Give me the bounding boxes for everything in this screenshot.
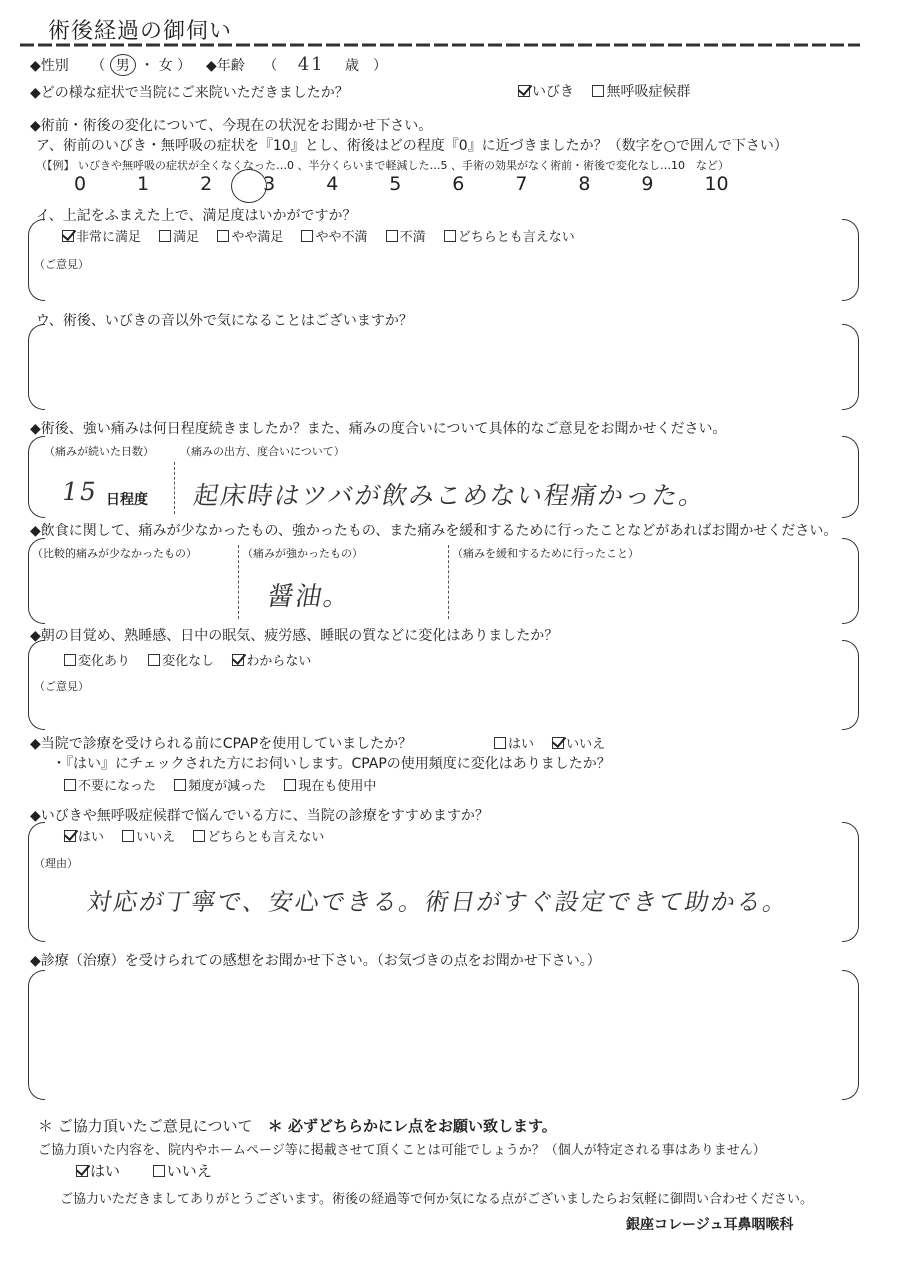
satisfaction-options <box>62 226 589 245</box>
recommend-box-right <box>842 822 859 942</box>
consent-text: ご協力頂いた内容を、院内やホームページ等に掲載させて頂くことは可能でしょうか？（個人が特定される事はありません） <box>38 1143 766 1158</box>
food-strong-label: （痛みが強かったもの） <box>242 547 363 560</box>
satisfaction-comment-label: （ご意見） <box>34 258 89 271</box>
gender-male[interactable]: 男 <box>110 54 136 76</box>
pain-box-right <box>842 436 859 518</box>
sleep-option-no-change[interactable]: 変化なし <box>148 650 214 669</box>
food-divider-1 <box>238 545 239 619</box>
pain-divider <box>174 462 175 514</box>
cpap-option-yes[interactable]: はい <box>494 733 534 752</box>
satisfaction-option-dissatisfied[interactable]: 不満 <box>386 226 426 245</box>
checkbox-icon <box>217 230 229 242</box>
scale-1[interactable]: 1 <box>137 173 150 195</box>
satisfaction-option-somewhat-satisfied[interactable]: やや満足 <box>217 226 283 245</box>
satisfaction-option-satisfied[interactable]: 満足 <box>159 226 199 245</box>
checkbox-icon <box>64 779 76 791</box>
scale-selection-circle <box>231 169 267 203</box>
gender-row <box>30 54 191 76</box>
recommend-option-neutral[interactable]: どちらとも言えない <box>193 826 324 845</box>
checkbox-icon <box>444 230 456 242</box>
food-divider-2 <box>448 545 449 619</box>
change-question-a: ア、術前のいびき・無呼吸の症状を『10』とし、術後はどの程度『0』に近づきましたか？（数字を○で囲んで下さい） <box>36 138 788 154</box>
scale-5[interactable]: 5 <box>389 173 402 195</box>
gender-label: ◆性別 <box>30 58 69 74</box>
checkbox-icon <box>159 230 171 242</box>
symptom-option-apnea[interactable]: 無呼吸症候群 <box>592 81 690 101</box>
symptom-option-snoring[interactable]: いびき <box>518 81 574 101</box>
recommend-question: ◆いびきや無呼吸症候群で悩んでいる方に、当院の診療をすすめますか？ <box>30 808 489 824</box>
cpap-options <box>494 733 619 752</box>
change-intro: ◆術前・術後の変化について、今現在の状況をお聞かせ下さい。 <box>30 118 433 134</box>
age-row <box>206 54 387 75</box>
food-box-right <box>842 538 859 624</box>
checkbox-icon <box>494 737 506 749</box>
consent-header-a: ＊ ご協力頂いたご意見について <box>38 1117 253 1135</box>
sleep-option-changed[interactable]: 変化あり <box>64 650 130 669</box>
recommend-reason-label: （理由） <box>34 857 78 870</box>
gender-female[interactable]: 女 <box>158 58 173 74</box>
pain-question: ◆術後、強い痛みは何日程度続きましたか？また、痛みの度合いについて具体的なご意見をお聞かせください。 <box>30 421 727 437</box>
cpap-option-no[interactable]: いいえ <box>552 733 605 752</box>
other-box-left <box>28 324 45 410</box>
scale-6[interactable]: 6 <box>452 173 465 195</box>
gender-close: ） <box>177 58 192 74</box>
scale-3-selected[interactable]: 3 <box>263 173 276 195</box>
food-less-label: （比較的痛みが少なかったもの） <box>32 547 197 560</box>
checkbox-checked-icon <box>518 85 530 97</box>
footer-clinic-name: 銀座コレージュ耳鼻咽喉科 <box>626 1217 794 1233</box>
recommend-options <box>64 826 338 845</box>
cpap-question: ◆当院で診療を受けられる前にCPAPを使用していましたか？ <box>30 736 413 752</box>
checkbox-icon <box>122 830 134 842</box>
gender-dot: ・ <box>140 58 155 74</box>
form-title: 術後経過の御伺い <box>48 19 233 44</box>
checkbox-icon <box>193 830 205 842</box>
satisfaction-question: イ、上記をふまえた上で、満足度はいかがですか？ <box>36 208 357 224</box>
cpap-sub-option-still-using[interactable]: 現在も使用中 <box>284 775 376 794</box>
food-strong-value[interactable]: 醤油。 <box>264 582 355 612</box>
checkbox-icon <box>592 85 604 97</box>
consent-header <box>38 1115 557 1136</box>
scale-7[interactable]: 7 <box>515 173 528 195</box>
age-label: ◆年齢 <box>206 58 245 74</box>
cpap-sub-options <box>64 775 390 794</box>
scale-9[interactable]: 9 <box>641 173 654 195</box>
checkbox-icon <box>148 654 160 666</box>
title-underline <box>20 42 860 48</box>
pain-days-unit: 日程度 <box>106 492 148 508</box>
pain-days-label: （痛みが続いた日数） <box>44 445 154 458</box>
recommend-box-left <box>28 822 45 942</box>
consent-options <box>76 1160 226 1181</box>
sleep-question: ◆朝の目覚め、熟睡感、日中の眠気、疲労感、睡眠の質などに変化はありましたか？ <box>30 628 559 644</box>
consent-option-no[interactable]: いいえ <box>153 1160 212 1181</box>
food-relief-label: （痛みを緩和するために行ったこと） <box>452 547 639 560</box>
checkbox-checked-icon <box>62 230 74 242</box>
sleep-box-right <box>842 640 859 730</box>
age-open: （ <box>263 58 278 74</box>
cpap-sub-question: ・『はい』にチェックされた方にお伺いします。CPAPの使用頻度に変化はありましたか？ <box>52 756 611 772</box>
checkbox-checked-icon <box>232 654 244 666</box>
symptom-options <box>518 81 704 101</box>
impression-box-right <box>842 970 859 1100</box>
consent-header-b: ＊ 必ずどちらかにレ点をお願い致します。 <box>267 1117 557 1135</box>
age-value[interactable]: 41 <box>297 54 325 75</box>
impression-box-left <box>28 970 45 1100</box>
pain-box-left <box>28 436 45 518</box>
age-close: 歳 ） <box>345 58 388 74</box>
checkbox-checked-icon <box>552 737 564 749</box>
checkbox-icon <box>174 779 186 791</box>
footer-thanks: ご協力いただきましてありがとうございます。術後の経過等で何か気になる点がございましたらお気軽に御問い合わせください。 <box>60 1192 813 1207</box>
checkbox-icon <box>153 1165 165 1177</box>
pain-degree-value[interactable]: 起床時はツバが飲みこめない程痛かった。 <box>191 481 709 510</box>
satisfaction-box-right <box>842 219 859 301</box>
satisfaction-option-very-satisfied[interactable]: 非常に満足 <box>62 226 141 245</box>
pain-days-value[interactable]: 15 <box>59 477 101 506</box>
checkbox-icon <box>301 230 313 242</box>
scale-10[interactable]: 10 <box>704 173 729 195</box>
scale-4[interactable]: 4 <box>326 173 339 195</box>
other-question: ウ、術後、いびきの音以外で気になることはございますか？ <box>36 313 413 329</box>
satisfaction-option-neutral[interactable]: どちらとも言えない <box>444 226 575 245</box>
pain-degree-label: （痛みの出方、度合いについて） <box>180 445 345 458</box>
cpap-sub-option-reduced[interactable]: 頻度が減った <box>174 775 266 794</box>
symptom-question: ◆どの様な症状で当院にご来院いただきましたか？ <box>30 85 349 101</box>
sleep-option-unknown[interactable]: わからない <box>232 650 311 669</box>
gender-open: （ <box>91 58 106 74</box>
checkbox-icon <box>284 779 296 791</box>
satisfaction-option-somewhat-dissatisfied[interactable]: やや不満 <box>301 226 367 245</box>
food-question: ◆飲食に関して、痛みが少なかったもの、強かったもの、また痛みを緩和するために行ったことなどがあればお聞かせください。 <box>30 523 838 539</box>
other-box-right <box>842 324 859 410</box>
checkbox-checked-icon <box>64 830 76 842</box>
sleep-options <box>64 650 325 669</box>
sleep-comment-label: （ご意見） <box>34 680 89 693</box>
change-example: （【例】 いびきや無呼吸の症状が全くなくなった…0 、半分くらいまで軽減した…5 、手術の効果がなく術前・術後で変化なし…10 など） <box>36 159 729 172</box>
cpap-sub-option-unneeded[interactable]: 不要になった <box>64 775 156 794</box>
checkbox-icon <box>64 654 76 666</box>
recommend-reason-value[interactable]: 対応が丁寧で、安心できる。術日がすぐ設定できて助かる。 <box>85 888 792 916</box>
recommend-option-no[interactable]: いいえ <box>122 826 175 845</box>
change-scale <box>74 173 761 195</box>
impression-question: ◆診療（治療）を受けられての感想をお聞かせ下さい。（お気づきの点をお聞かせ下さい。） <box>30 953 601 969</box>
scale-2[interactable]: 2 <box>200 173 213 195</box>
scale-0[interactable]: 0 <box>74 173 87 195</box>
checkbox-checked-icon <box>76 1165 88 1177</box>
consent-option-yes[interactable]: はい <box>76 1160 120 1181</box>
checkbox-icon <box>386 230 398 242</box>
scale-8[interactable]: 8 <box>578 173 591 195</box>
recommend-option-yes[interactable]: はい <box>64 826 104 845</box>
